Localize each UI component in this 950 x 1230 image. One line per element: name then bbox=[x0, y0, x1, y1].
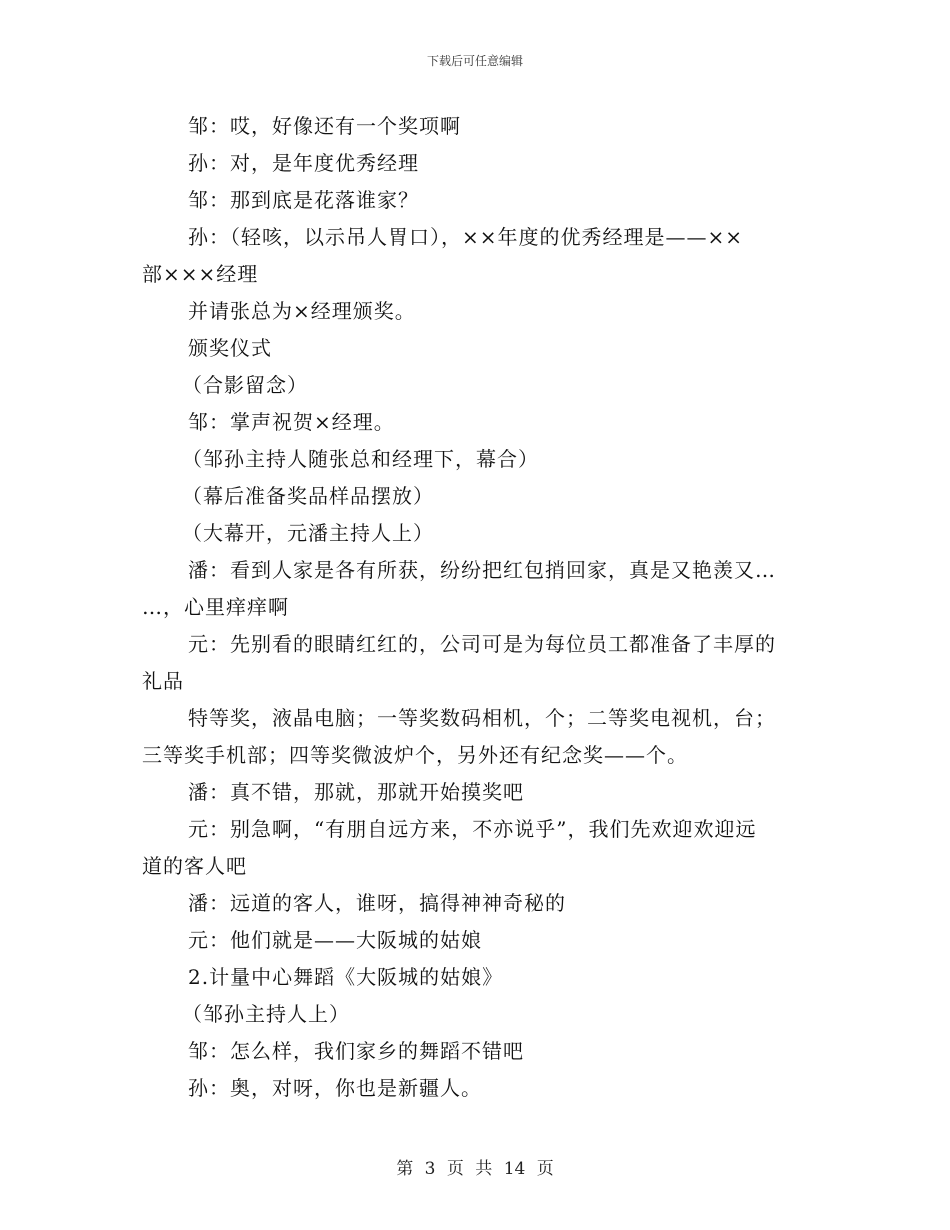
text-line: 潘：远道的客人，谁呀，搞得神神奇秘的 bbox=[188, 891, 566, 915]
text-line: 潘：看到人家是各有所获，纷纷把红包捎回家，真是又艳羡又… bbox=[188, 558, 776, 582]
text-line: 三等奖手机部；四等奖微波炉个，另外还有纪念奖——个。 bbox=[142, 743, 688, 767]
text-line: 邹：怎么样，我们家乡的舞蹈不错吧 bbox=[188, 1039, 524, 1063]
text-line: 部×××经理 bbox=[142, 262, 259, 286]
text-line: （邹孙主持人上） bbox=[182, 1002, 350, 1026]
text-line: 邹：掌声祝贺×经理。 bbox=[188, 410, 395, 434]
text-line: （幕后准备奖品样品摆放） bbox=[182, 484, 434, 508]
text-line: （邹孙主持人随张总和经理下，幕合） bbox=[182, 447, 539, 471]
text-line: 潘：真不错，那就，那就开始摸奖吧 bbox=[188, 780, 524, 804]
text-line: 道的客人吧 bbox=[142, 854, 247, 878]
text-line: （大幕开，元潘主持人上） bbox=[182, 521, 434, 545]
text-line: 特等奖，液晶电脑；一等奖数码相机，个；二等奖电视机，台； bbox=[188, 706, 776, 730]
text-line: 邹：哎，好像还有一个奖项啊 bbox=[188, 114, 461, 138]
text-line: 礼品 bbox=[142, 669, 184, 693]
text-line: 邹：那到底是花落谁家？ bbox=[188, 188, 419, 212]
text-line: 元：别急啊，“有朋自远方来，不亦说乎”，我们先欢迎欢迎远 bbox=[188, 817, 757, 841]
text-line: 元：先别看的眼睛红红的，公司可是为每位员工都准备了丰厚的 bbox=[188, 632, 776, 656]
text-line: 颁奖仪式 bbox=[188, 336, 272, 360]
text-line: 并请张总为×经理颁奖。 bbox=[188, 299, 416, 323]
page-header: 下载后可任意编辑 bbox=[426, 54, 523, 68]
document-body bbox=[142, 108, 802, 1107]
text-line: （合影留念） bbox=[182, 373, 308, 397]
text-line: 2.计量中心舞蹈《大阪城的姑娘》 bbox=[188, 965, 504, 989]
text-line: 孙：奥，对呀，你也是新疆人。 bbox=[188, 1076, 482, 1100]
text-line: 元：他们就是——大阪城的姑娘 bbox=[188, 928, 482, 952]
text-line: 孙：（轻咳，以示吊人胃口），××年度的优秀经理是——×× bbox=[188, 225, 744, 249]
page-number-footer: 第 3 页 共 14 页 bbox=[396, 1159, 554, 1179]
text-line: …，心里痒痒啊 bbox=[142, 595, 289, 619]
text-line: 孙：对，是年度优秀经理 bbox=[188, 151, 419, 175]
